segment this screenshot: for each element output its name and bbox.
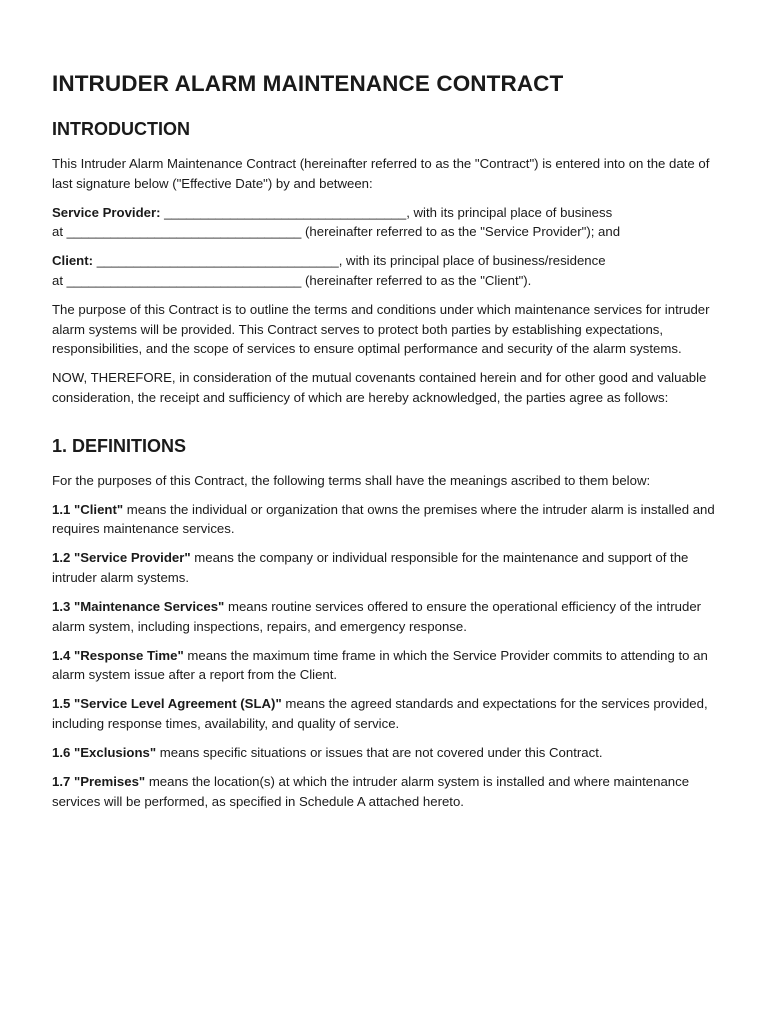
service-provider-text-line2: at ________________________________ (hereinafter referred to as the "Service Provider"); and [52,224,621,240]
client-text-line2: at ________________________________ (hereinafter referred to as the "Client"). [52,272,532,288]
definition-text: means the company or individual responsible for the maintenance and support of the intruder alarm systems. [52,550,689,585]
service-provider-label: Service Provider: [52,204,161,220]
definition-text: means specific situations or issues that are not covered under this Contract. [156,745,603,761]
definition-item-service-provider [52,548,718,587]
definition-item-client [52,500,718,539]
definition-term: 1.3 "Maintenance Services" [52,599,225,614]
client-text-line1: _________________________________, with its principal place of business/residence [93,253,606,269]
definition-term: 1.5 "Service Level Agreement (SLA)" [52,696,282,712]
client-label: Client: [52,253,94,269]
client-clause [52,251,718,290]
definition-text: means the maximum time frame in which the Service Provider commits to attending to an alarm system issue after a report from the Client. [52,647,708,683]
service-provider-clause [52,203,718,242]
definitions-heading: 1. DEFINITIONS [52,435,187,456]
definition-text: means routine services offered to ensure the operational efficiency of the intruder alarm system, including inspections, repairs, and emergency response. [52,599,702,634]
document-title: INTRUDER ALARM MAINTENANCE CONTRACT [52,71,564,96]
definition-item-maintenance-services [52,597,718,636]
definition-term: 1.6 "Exclusions" [52,745,157,761]
definitions-intro: For the purposes of this Contract, the following terms shall have the meanings ascribed to them below: [52,472,651,488]
definition-text: means the agreed standards and expectations for the services provided, including response times, availability, and quality of service. [52,696,708,731]
definition-item-sla [52,694,718,733]
definition-text: means the individual or organization that owns the premises where the intruder alarm is installed and requires maintenance services. [52,501,715,537]
definition-term: 1.4 "Response Time" [52,647,184,663]
now-therefore-paragraph: NOW, THEREFORE, in consideration of the mutual covenants contained herein and for other good and valuable consideration, the receipt and sufficiency of which are hereby acknowledged, the parties agree as follows: [52,370,707,405]
definition-term: 1.2 "Service Provider" [52,550,191,566]
definition-text: means the location(s) at which the intruder alarm system is installed and where maintenance services will be performed, as specified in Schedule A attached hereto. [52,774,690,809]
definition-item-exclusions [52,743,718,763]
definition-term: 1.7 "Premises" [52,774,146,790]
definition-term: 1.1 "Client" [52,501,124,517]
intro-paragraph: This Intruder Alarm Maintenance Contract (hereinafter referred to as the "Contract") is entered into on the date of last signature below ("Effective Date") by and between: [52,156,710,191]
purpose-paragraph: The purpose of this Contract is to outline the terms and conditions under which maintenance services for intruder alarm systems will be provided. This Contract serves to protect both parties by establishing expectations, responsibilities, and the scope of services to ensure optimal performance and security of the alarm systems. [52,302,710,357]
introduction-heading: INTRODUCTION [52,119,190,139]
definition-item-response-time [52,646,718,685]
service-provider-text-line1: _________________________________, with its principal place of business [160,204,613,220]
definition-item-premises [52,772,718,811]
